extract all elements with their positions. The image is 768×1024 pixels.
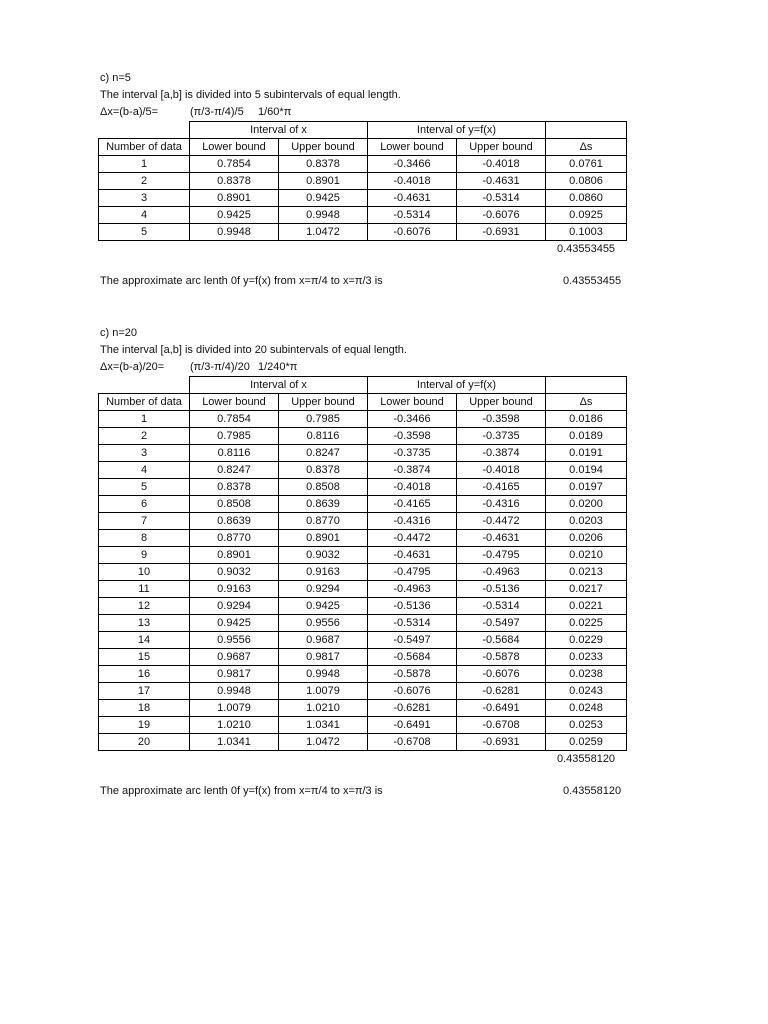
x-upper-bound-cell: 0.8116	[279, 428, 368, 445]
x-upper-bound-cell: 0.8901	[279, 173, 368, 190]
column-header: Lower bound	[368, 394, 457, 411]
row-number-cell: 3	[99, 190, 190, 207]
y-lower-bound-cell: -0.4631	[368, 190, 457, 207]
table-row	[99, 207, 627, 224]
y-upper-bound-cell: -0.3598	[457, 411, 546, 428]
x-upper-bound-cell: 1.0210	[279, 700, 368, 717]
delta-s-cell: 0.0189	[546, 428, 627, 445]
x-lower-bound-cell: 0.9817	[190, 666, 279, 683]
delta-s-cell: 0.0248	[546, 700, 627, 717]
row-number-cell: 9	[99, 547, 190, 564]
x-lower-bound-cell: 0.8770	[190, 530, 279, 547]
column-header: Number of data	[99, 394, 190, 411]
x-upper-bound-cell: 0.9032	[279, 547, 368, 564]
row-number-cell: 5	[99, 479, 190, 496]
delta-x-value: 1/240*π	[258, 361, 298, 373]
x-upper-bound-cell: 0.9294	[279, 581, 368, 598]
table-row	[99, 734, 627, 751]
y-upper-bound-cell: -0.6281	[457, 683, 546, 700]
y-lower-bound-cell: -0.5878	[368, 666, 457, 683]
group-header-x: Interval of x	[190, 122, 368, 139]
x-upper-bound-cell: 0.9163	[279, 564, 368, 581]
delta-x-formula: Δx=(b-a)/20=	[100, 361, 165, 373]
delta-s-cell: 0.0225	[546, 615, 627, 632]
delta-s-cell: 0.0213	[546, 564, 627, 581]
x-lower-bound-cell: 0.7985	[190, 428, 279, 445]
x-lower-bound-cell: 0.9948	[190, 683, 279, 700]
result-line	[100, 783, 640, 800]
row-number-cell: 14	[99, 632, 190, 649]
y-lower-bound-cell: -0.6491	[368, 717, 457, 734]
y-lower-bound-cell: -0.5314	[368, 615, 457, 632]
y-lower-bound-cell: -0.5497	[368, 632, 457, 649]
row-number-cell: 8	[99, 530, 190, 547]
delta-s-sum: 0.43558120	[556, 753, 616, 765]
delta-s-cell: 0.0217	[546, 581, 627, 598]
total-row	[99, 241, 627, 258]
section-heading: c) n=5	[100, 72, 131, 84]
column-header-row	[99, 139, 627, 156]
y-upper-bound-cell: -0.5878	[457, 649, 546, 666]
y-lower-bound-cell: -0.3466	[368, 411, 457, 428]
row-number-cell: 18	[99, 700, 190, 717]
y-upper-bound-cell: -0.4631	[457, 530, 546, 547]
delta-s-cell: 0.0243	[546, 683, 627, 700]
y-lower-bound-cell: -0.4018	[368, 479, 457, 496]
column-header: Number of data	[99, 139, 190, 156]
delta-s-cell: 0.0206	[546, 530, 627, 547]
y-lower-bound-cell: -0.6076	[368, 224, 457, 241]
table-row	[99, 615, 627, 632]
column-header: Lower bound	[190, 394, 279, 411]
x-lower-bound-cell: 1.0341	[190, 734, 279, 751]
x-lower-bound-cell: 0.8508	[190, 496, 279, 513]
delta-s-cell: 0.0221	[546, 598, 627, 615]
x-upper-bound-cell: 0.9556	[279, 615, 368, 632]
x-upper-bound-cell: 0.9425	[279, 190, 368, 207]
column-header-row	[99, 394, 627, 411]
y-upper-bound-cell: -0.6708	[457, 717, 546, 734]
group-header-x: Interval of x	[190, 377, 368, 394]
y-upper-bound-cell: -0.4018	[457, 462, 546, 479]
x-upper-bound-cell: 0.8770	[279, 513, 368, 530]
table-body	[99, 156, 627, 241]
row-number-cell: 16	[99, 666, 190, 683]
delta-s-cell: 0.0259	[546, 734, 627, 751]
y-lower-bound-cell: -0.5684	[368, 649, 457, 666]
row-number-cell: 12	[99, 598, 190, 615]
total-row	[99, 751, 627, 768]
y-lower-bound-cell: -0.6708	[368, 734, 457, 751]
table-row	[99, 581, 627, 598]
column-header: Lower bound	[368, 139, 457, 156]
x-lower-bound-cell: 0.8901	[190, 190, 279, 207]
table-row	[99, 173, 627, 190]
section-description: The interval [a,b] is divided into 20 subintervals of equal length.	[100, 344, 407, 356]
x-upper-bound-cell: 0.9817	[279, 649, 368, 666]
x-upper-bound-cell: 0.9948	[279, 207, 368, 224]
table-row	[99, 496, 627, 513]
x-lower-bound-cell: 1.0079	[190, 700, 279, 717]
delta-x-value: 1/60*π	[258, 106, 292, 118]
y-lower-bound-cell: -0.6281	[368, 700, 457, 717]
x-upper-bound-cell: 1.0079	[279, 683, 368, 700]
table-row	[99, 632, 627, 649]
table-row	[99, 411, 627, 428]
y-upper-bound-cell: -0.4631	[457, 173, 546, 190]
y-upper-bound-cell: -0.4472	[457, 513, 546, 530]
row-number-cell: 5	[99, 224, 190, 241]
y-lower-bound-cell: -0.4316	[368, 513, 457, 530]
x-lower-bound-cell: 0.8639	[190, 513, 279, 530]
x-lower-bound-cell: 0.8378	[190, 479, 279, 496]
delta-s-cell: 0.0229	[546, 632, 627, 649]
delta-s-cell: 0.0233	[546, 649, 627, 666]
x-upper-bound-cell: 0.9425	[279, 598, 368, 615]
y-lower-bound-cell: -0.3735	[368, 445, 457, 462]
x-lower-bound-cell: 1.0210	[190, 717, 279, 734]
y-upper-bound-cell: -0.5497	[457, 615, 546, 632]
y-lower-bound-cell: -0.5314	[368, 207, 457, 224]
y-lower-bound-cell: -0.4165	[368, 496, 457, 513]
y-upper-bound-cell: -0.5314	[457, 190, 546, 207]
group-header-row	[99, 377, 627, 394]
x-upper-bound-cell: 0.9948	[279, 666, 368, 683]
x-lower-bound-cell: 0.8247	[190, 462, 279, 479]
x-lower-bound-cell: 0.8901	[190, 547, 279, 564]
table-row	[99, 649, 627, 666]
row-number-cell: 4	[99, 207, 190, 224]
y-upper-bound-cell: -0.5314	[457, 598, 546, 615]
x-upper-bound-cell: 0.8378	[279, 156, 368, 173]
row-number-cell: 19	[99, 717, 190, 734]
y-upper-bound-cell: -0.6076	[457, 666, 546, 683]
table-row	[99, 190, 627, 207]
result-value: 0.43558120	[563, 785, 622, 797]
y-upper-bound-cell: -0.5136	[457, 581, 546, 598]
column-header: Upper bound	[457, 139, 546, 156]
y-lower-bound-cell: -0.4795	[368, 564, 457, 581]
x-lower-bound-cell: 0.9425	[190, 207, 279, 224]
table-row	[99, 513, 627, 530]
y-upper-bound-cell: -0.4018	[457, 156, 546, 173]
section-heading: c) n=20	[100, 327, 137, 339]
table-row	[99, 598, 627, 615]
y-upper-bound-cell: -0.3874	[457, 445, 546, 462]
x-upper-bound-cell: 1.0472	[279, 734, 368, 751]
y-lower-bound-cell: -0.4631	[368, 547, 457, 564]
y-upper-bound-cell: -0.4795	[457, 547, 546, 564]
column-header: Upper bound	[279, 139, 368, 156]
row-number-cell: 11	[99, 581, 190, 598]
group-header-y: Interval of y=f(x)	[368, 377, 546, 394]
row-number-cell: 20	[99, 734, 190, 751]
x-upper-bound-cell: 0.7985	[279, 411, 368, 428]
x-lower-bound-cell: 0.8378	[190, 173, 279, 190]
table-row	[99, 530, 627, 547]
y-lower-bound-cell: -0.3598	[368, 428, 457, 445]
delta-s-cell: 0.1003	[546, 224, 627, 241]
y-upper-bound-cell: -0.6491	[457, 700, 546, 717]
x-upper-bound-cell: 0.8508	[279, 479, 368, 496]
y-lower-bound-cell: -0.4018	[368, 173, 457, 190]
delta-s-sum: 0.43553455	[556, 243, 616, 255]
row-number-cell: 1	[99, 156, 190, 173]
column-header: Δs	[546, 394, 627, 411]
result-line	[100, 273, 640, 290]
delta-s-cell: 0.0761	[546, 156, 627, 173]
result-label: The approximate arc lenth 0f y=f(x) from x=π/4 to x=π/3 is	[100, 275, 383, 287]
result-value: 0.43553455	[563, 275, 622, 287]
group-header-y: Interval of y=f(x)	[368, 122, 546, 139]
x-upper-bound-cell: 0.8639	[279, 496, 368, 513]
y-lower-bound-cell: -0.4472	[368, 530, 457, 547]
row-number-cell: 1	[99, 411, 190, 428]
delta-s-cell: 0.0925	[546, 207, 627, 224]
row-number-cell: 6	[99, 496, 190, 513]
x-upper-bound-cell: 1.0472	[279, 224, 368, 241]
row-number-cell: 10	[99, 564, 190, 581]
y-upper-bound-cell: -0.3735	[457, 428, 546, 445]
delta-s-cell: 0.0186	[546, 411, 627, 428]
row-number-cell: 4	[99, 462, 190, 479]
row-number-cell: 7	[99, 513, 190, 530]
y-upper-bound-cell: -0.4316	[457, 496, 546, 513]
group-header-row	[99, 122, 627, 139]
x-lower-bound-cell: 0.7854	[190, 411, 279, 428]
y-upper-bound-cell: -0.4963	[457, 564, 546, 581]
arc-length-table-n20	[98, 376, 627, 767]
table-row	[99, 462, 627, 479]
table-body	[99, 411, 627, 751]
delta-s-cell: 0.0860	[546, 190, 627, 207]
delta-x-formula: Δx=(b-a)/5=	[100, 106, 159, 118]
x-lower-bound-cell: 0.8116	[190, 445, 279, 462]
x-lower-bound-cell: 0.9556	[190, 632, 279, 649]
delta-s-cell: 0.0191	[546, 445, 627, 462]
arc-length-table-n5	[98, 121, 627, 257]
y-lower-bound-cell: -0.4963	[368, 581, 457, 598]
y-upper-bound-cell: -0.6931	[457, 224, 546, 241]
x-lower-bound-cell: 0.9425	[190, 615, 279, 632]
section-n20	[100, 325, 640, 800]
y-upper-bound-cell: -0.4165	[457, 479, 546, 496]
row-number-cell: 13	[99, 615, 190, 632]
table-row	[99, 224, 627, 241]
table-row	[99, 547, 627, 564]
table-row	[99, 428, 627, 445]
table-row	[99, 479, 627, 496]
y-upper-bound-cell: -0.6076	[457, 207, 546, 224]
row-number-cell: 2	[99, 173, 190, 190]
x-lower-bound-cell: 0.7854	[190, 156, 279, 173]
row-number-cell: 3	[99, 445, 190, 462]
x-lower-bound-cell: 0.9687	[190, 649, 279, 666]
result-label: The approximate arc lenth 0f y=f(x) from x=π/4 to x=π/3 is	[100, 785, 383, 797]
x-upper-bound-cell: 0.8378	[279, 462, 368, 479]
y-lower-bound-cell: -0.6076	[368, 683, 457, 700]
delta-x-line	[100, 104, 640, 121]
section-n5	[100, 70, 640, 290]
y-lower-bound-cell: -0.3874	[368, 462, 457, 479]
table-row	[99, 445, 627, 462]
delta-s-cell: 0.0203	[546, 513, 627, 530]
row-number-cell: 2	[99, 428, 190, 445]
y-lower-bound-cell: -0.3466	[368, 156, 457, 173]
delta-s-cell: 0.0238	[546, 666, 627, 683]
x-lower-bound-cell: 0.9294	[190, 598, 279, 615]
y-upper-bound-cell: -0.5684	[457, 632, 546, 649]
x-lower-bound-cell: 0.9163	[190, 581, 279, 598]
table-row	[99, 666, 627, 683]
table-row	[99, 156, 627, 173]
x-upper-bound-cell: 1.0341	[279, 717, 368, 734]
y-lower-bound-cell: -0.5136	[368, 598, 457, 615]
section-description: The interval [a,b] is divided into 5 subintervals of equal length.	[100, 89, 401, 101]
x-upper-bound-cell: 0.8247	[279, 445, 368, 462]
delta-s-cell: 0.0806	[546, 173, 627, 190]
table-row	[99, 683, 627, 700]
delta-s-cell: 0.0210	[546, 547, 627, 564]
delta-s-cell: 0.0200	[546, 496, 627, 513]
row-number-cell: 17	[99, 683, 190, 700]
column-header: Upper bound	[457, 394, 546, 411]
delta-s-cell: 0.0253	[546, 717, 627, 734]
x-upper-bound-cell: 0.8901	[279, 530, 368, 547]
table-row	[99, 700, 627, 717]
table-row	[99, 717, 627, 734]
delta-x-expression: (π/3-π/4)/5	[190, 106, 244, 118]
x-lower-bound-cell: 0.9948	[190, 224, 279, 241]
table-row	[99, 564, 627, 581]
x-upper-bound-cell: 0.9687	[279, 632, 368, 649]
x-lower-bound-cell: 0.9032	[190, 564, 279, 581]
delta-s-cell: 0.0197	[546, 479, 627, 496]
delta-x-expression: (π/3-π/4)/20	[190, 361, 250, 373]
row-number-cell: 15	[99, 649, 190, 666]
y-upper-bound-cell: -0.6931	[457, 734, 546, 751]
column-header: Lower bound	[190, 139, 279, 156]
delta-x-line	[100, 359, 640, 376]
column-header: Δs	[546, 139, 627, 156]
column-header: Upper bound	[279, 394, 368, 411]
delta-s-cell: 0.0194	[546, 462, 627, 479]
